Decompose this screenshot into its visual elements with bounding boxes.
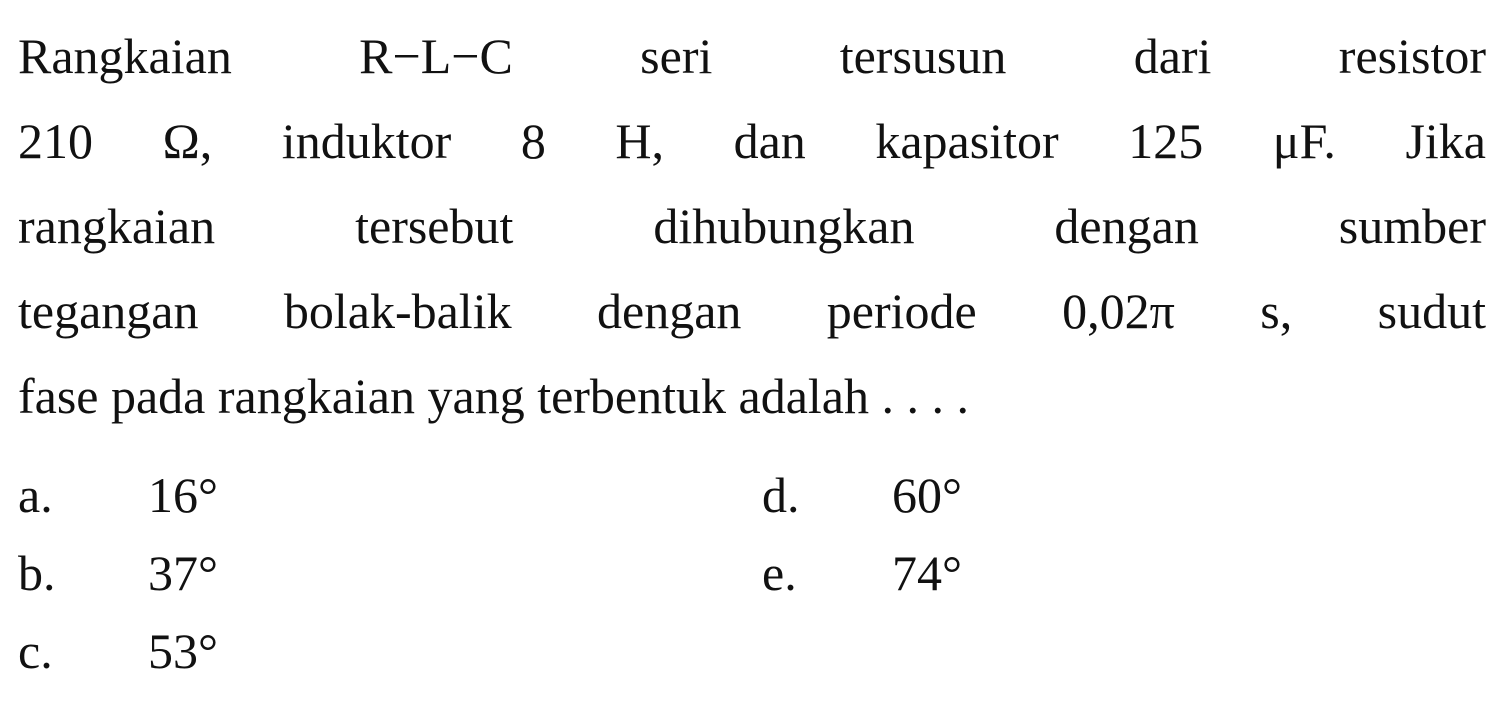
option-letter: a. xyxy=(18,467,53,523)
question-line-4: tegangan bolak-balik dengan periode 0,02π s, sudut xyxy=(18,283,1486,339)
option-letter: e. xyxy=(762,545,797,601)
option-a[interactable] xyxy=(18,460,618,530)
question-line-3: rangkaian tersebut dihubungkan dengan sumber xyxy=(18,198,1486,254)
option-value: 37° xyxy=(148,545,218,601)
option-letter: d. xyxy=(762,467,800,523)
option-value: 16° xyxy=(148,467,218,523)
option-b[interactable] xyxy=(18,538,618,608)
option-letter: c. xyxy=(18,623,53,679)
option-value: 60° xyxy=(892,467,962,523)
option-letter: b. xyxy=(18,545,56,601)
question-line-1: Rangkaian R−L−C seri tersusun dari resistor xyxy=(18,28,1486,84)
question-line-2: 210 Ω, induktor 8 H, dan kapasitor 125 μF. Jika xyxy=(18,113,1486,169)
option-e[interactable] xyxy=(762,538,1362,608)
option-c[interactable] xyxy=(18,616,618,686)
question-line-5: fase pada rangkaian yang terbentuk adalah . . . . xyxy=(18,368,969,424)
option-value: 74° xyxy=(892,545,962,601)
option-value: 53° xyxy=(148,623,218,679)
option-d[interactable] xyxy=(762,460,1362,530)
